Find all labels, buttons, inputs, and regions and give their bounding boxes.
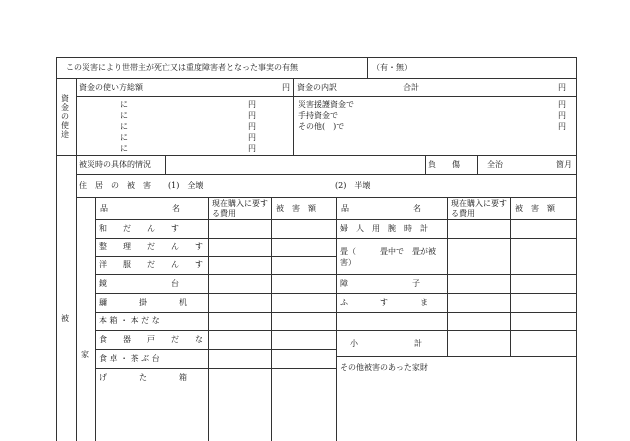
item-storage-chest: 整 理 だ ん す [99,242,203,251]
item-other-household-goods: その他被害のあった家財 [340,363,428,372]
item-shoji: 障 子 [340,279,420,288]
death-answer-options[interactable]: （有・無） [372,63,412,72]
usage-row-2-yen: 円 [248,111,256,120]
col-cost-header-right: 現在購入に要する費用 [451,199,507,218]
breakdown-other-fund[interactable]: その他( )で [298,122,345,131]
usage-row-3[interactable]: に [120,122,128,131]
breakdown-other-yen: 円 [558,122,566,131]
item-dining-table: 食 卓 ・ 茶 ぶ 台 [99,354,160,363]
funds-total-label: 合計 [403,83,419,92]
breakdown-relief-fund[interactable]: 災害援護資金で [298,100,354,109]
item-shoe-cabinet: げ た 箱 [99,373,187,382]
breakdown-own-fund[interactable]: 手持資金で [298,111,338,120]
breakdown-relief-yen: 円 [558,100,566,109]
item-dresser: 鏡 台 [99,279,179,288]
funds-breakdown-label: 資金の内訳 [297,83,337,92]
item-fusuma: ふ す ま [340,298,428,307]
usage-row-4[interactable]: に [120,133,128,142]
recovery-label: 全治 [487,160,503,169]
injury-label: 負 傷 [428,160,460,169]
household-goods-side-label: 家 [81,350,89,359]
item-bookcase: 本 箱 ・ 本 だ な [99,316,160,325]
item-womens-watch: 婦 人 用 腕 時 計 [340,224,428,233]
usage-row-2[interactable]: に [120,111,128,120]
funds-usage-yen: 円 [282,83,290,92]
col-damage-header-right: 被 害 額 [515,204,555,213]
breakdown-own-yen: 円 [558,111,566,120]
death-question: この災害により世帯主が死亡又は重度障害者となった事実の有無 [66,63,298,72]
item-desk: 镾 掛 机 [99,298,187,307]
col-item-header-left: 品 名 [100,204,180,213]
housing-damage-label: 住 居 の 被 害 [79,181,151,190]
col-damage-header-left: 被 害 額 [276,204,316,213]
usage-row-1[interactable]: に [120,100,128,109]
usage-row-3-yen: 円 [248,122,256,131]
item-tatami: 畳（ 畳中で 畳が被害） [340,247,436,267]
specific-situation-label: 被災時の具体的情況 [79,160,151,169]
col-cost-header-left: 現在購入に要する費用 [212,199,268,218]
item-japanese-chest: 和 だ ん す [99,224,179,233]
item-wardrobe: 洋 服 だ ん す [99,260,203,269]
housing-option-full[interactable]: (1) 全壊 [168,181,204,190]
item-subtotal: 小 計 [350,339,422,348]
recovery-months-label: 箇月 [556,160,572,169]
col-item-header-right: 品 名 [341,204,421,213]
funds-usage-total-label: 資金の使い方総額 [79,83,143,92]
damage-side-label: 被 [61,314,69,323]
funds-total-yen: 円 [558,83,566,92]
usage-row-1-yen: 円 [248,100,256,109]
item-dish-cabinet: 食 器 戸 だ な [99,335,203,344]
housing-option-half[interactable]: (2) 半壊 [335,181,371,190]
funds-usage-side-label: 資金の使途 [61,94,69,139]
usage-row-5[interactable]: に [120,144,128,153]
usage-row-4-yen: 円 [248,133,256,142]
usage-row-5-yen: 円 [248,144,256,153]
